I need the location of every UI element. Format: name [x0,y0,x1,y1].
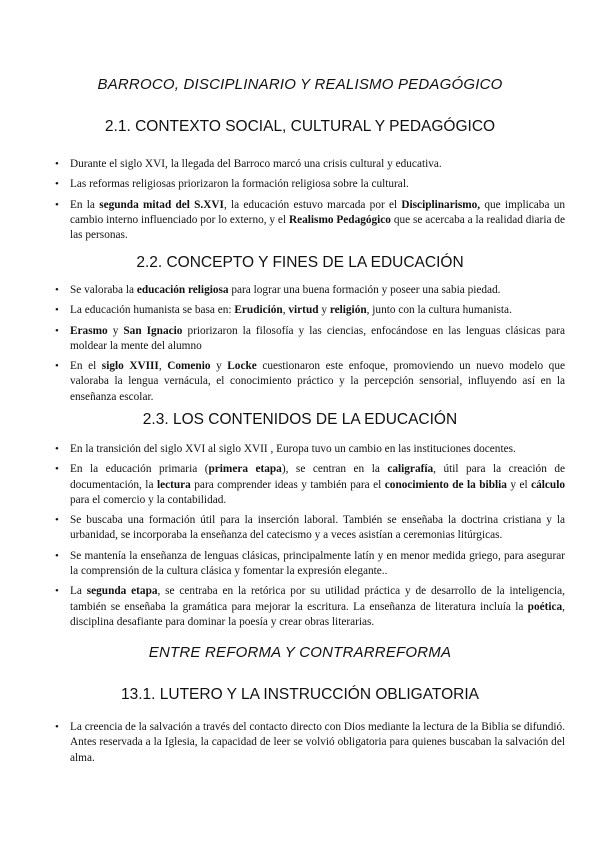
bullet-item: • Durante el siglo XVI, la llegada del Barroco marcó una crisis cultural y educativa. [70,157,565,172]
bullet-list-concept [70,283,565,410]
heading-contents: 2.3. LOS CONTENIDOS DE LA EDUCACIÓN [142,411,458,428]
bullet-item: • Las reformas religiosas priorizaron la formación religiosa sobre la cultural. [70,177,565,192]
bullet-item: • En la educación primaria (primera etapa), se centran en la caligrafía, útil para la creación de documentación, la lectura para comprender ideas y también para el conocimiento de la biblia y el cálculo para el comercio y la contabilidad. [70,462,565,508]
bullet-list-lutero [70,720,565,771]
bullet-item: • La creencia de la salvación a través del contacto directo con Dios mediante la lectura de la Biblia se difundió. Antes reservada a la Iglesia, la capacidad de leer se volvió obligatoria para quienes buscaban la salvación del alma. [70,720,565,766]
bullet-item: • En la transición del siglo XVI al siglo XVII , Europa tuvo un cambio en las instituciones docentes. [70,442,565,457]
heading-context: 2.1. CONTEXTO SOCIAL, CULTURAL Y PEDAGÓGICO [104,118,496,135]
section-title: BARROCO, DISCIPLINARIO Y REALISMO PEDAGÓGICO [97,76,503,93]
bullet-item: • Erasmo y San Ignacio priorizaron la filosofía y las ciencias, enfocándose en las lenguas clásicas para moldear la mente del alumno [70,324,565,355]
heading-concept: 2.2. CONCEPTO Y FINES DE LA EDUCACIÓN [136,254,464,271]
bullet-item: • La educación humanista se basa en: Erudición, virtud y religión, junto con la cultura humanista. [70,303,565,318]
section-title: ENTRE REFORMA Y CONTRARREFORMA [148,644,452,661]
bullet-item: • Se mantenía la enseñanza de lenguas clásicas, principalmente latín y en menor medida griego, para asegurar la comprensión de la cultura clásica y fomentar la expresión elegante.. [70,549,565,580]
heading-lutero: 13.1. LUTERO Y LA INSTRUCCIÓN OBLIGATORIA [120,686,480,703]
bullet-list-contents [70,442,565,635]
bullet-list-context [70,157,565,248]
bullet-item: • En el siglo XVIII, Comenio y Locke cuestionaron este enfoque, promoviendo un nuevo modelo que valoraba la lengua vernácula, el conocimiento práctico y la percepción sensorial, influyendo así en la enseñanza escolar. [70,359,565,405]
bullet-item: • En la segunda mitad del S.XVI, la educación estuvo marcada por el Disciplinarismo, que implicaba un cambio interno influenciado por lo externo, y el Realismo Pedagógico que se acercaba a la realidad diaria de las personas. [70,198,565,244]
bullet-item: • La segunda etapa, se centraba en la retórica por su utilidad práctica y de desarrollo de la inteligencia, también se enseñaba la gramática para mejorar la escritura. La enseñanza de literatura incluía la poética, disciplina desafiante para dominar la poesía y crear obras literarias. [70,584,565,630]
bullet-item: • Se valoraba la educación religiosa para lograr una buena formación y poseer una sabia piedad. [70,283,565,298]
bullet-item: • Se buscaba una formación útil para la inserción laboral. También se enseñaba la doctrina cristiana y la urbanidad, se incorporaba la enseñanza del catecismo y a veces asistían a ceremonias litúrgicas. [70,513,565,544]
